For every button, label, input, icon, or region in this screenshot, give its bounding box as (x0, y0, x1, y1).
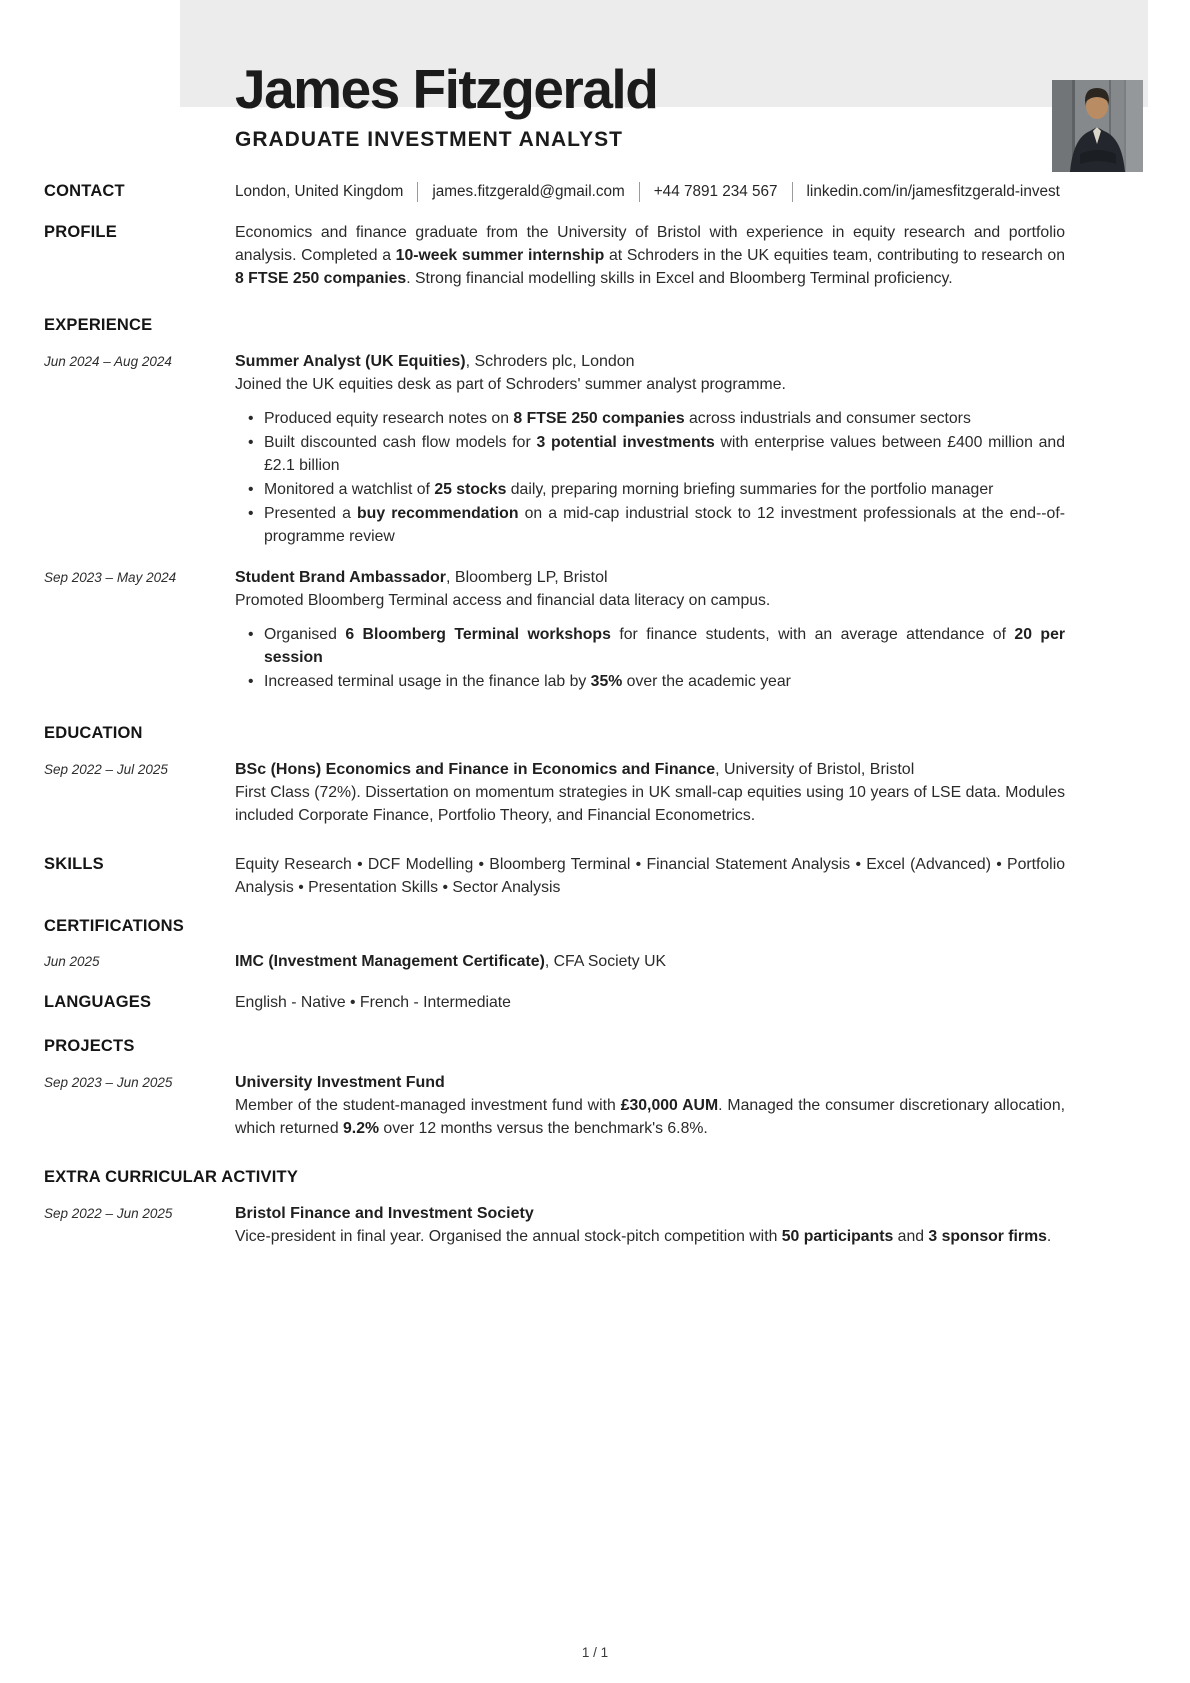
job-summary: Joined the UK equities desk as part of Schroders' summer analyst programme. (235, 376, 786, 393)
certification-issuer: , CFA Society UK (544, 953, 667, 970)
education-dates: Sep 2022 – Jul 2025 (44, 762, 168, 777)
contact-phone: +44 7891 234 567 (653, 183, 778, 200)
experience-label: EXPERIENCE (44, 316, 153, 334)
extra-curricular-dates: Sep 2022 – Jun 2025 (44, 1206, 173, 1221)
extra-curricular-details (235, 1202, 1065, 1248)
job-bullet-list (235, 623, 1065, 693)
education-label: EDUCATION (44, 724, 143, 742)
extra-curricular-title: Bristol Finance and Investment Society (235, 1205, 534, 1222)
extra-curricular-description: Vice-president in final year. Organised the annual stock-pitch competition with 50 participants and 3 sponsor firms. (235, 1228, 1052, 1245)
education-school: , University of Bristol, Bristol (715, 761, 915, 778)
education-degree: BSc (Hons) Economics and Finance in Economics and Finance (235, 761, 716, 778)
job-company: , Schroders plc, London (465, 353, 635, 370)
extra-curricular-label: EXTRA CURRICULAR ACTIVITY (44, 1168, 299, 1186)
contact-email: james.fitzgerald@gmail.com (432, 183, 625, 200)
contact-line (235, 180, 1065, 203)
experience-entry (44, 350, 1065, 549)
skills-section (44, 853, 1065, 899)
project-details (235, 1071, 1065, 1140)
project-title: University Investment Fund (235, 1074, 445, 1091)
education-details (235, 758, 1065, 827)
projects-label: PROJECTS (44, 1037, 135, 1055)
job-bullet: • Produced equity research notes on 8 FTSE 250 companies across industrials and consumer sectors (235, 407, 1065, 430)
education-entry (44, 758, 1065, 827)
contact-label: CONTACT (44, 182, 125, 200)
candidate-name: James Fitzgerald (235, 58, 658, 120)
job-bullet: • Increased terminal usage in the finance lab by 35% over the academic year (235, 670, 1065, 693)
job-details (235, 350, 1065, 549)
certification-name: IMC (Investment Management Certificate) (235, 953, 545, 970)
certification-dates: Jun 2025 (44, 954, 100, 969)
profile-label: PROFILE (44, 223, 117, 241)
extra-curricular-entry (44, 1202, 1065, 1248)
contact-linkedin: linkedin.com/in/jamesfitzgerald-invest (806, 183, 1060, 200)
certification-entry (44, 950, 1065, 973)
education-title-line (235, 758, 1065, 781)
certifications-label: CERTIFICATIONS (44, 917, 184, 935)
contact-divider (417, 182, 418, 202)
skills-label: SKILLS (44, 855, 104, 873)
job-company: , Bloomberg LP, Bristol (446, 569, 608, 586)
contact-location: London, United Kingdom (235, 183, 404, 200)
job-title: Summer Analyst (UK Equities) (235, 353, 466, 370)
profile-text: Economics and finance graduate from the University of Bristol with experience in equity research and portfolio analysis. Completed a 10-week summer internship at Schroders in the UK equities team, contributing to research on 8 FTSE 250 companies. Strong financial modelling skills in Excel and Bloomberg Terminal proficiency. (235, 224, 1065, 287)
certification-details (235, 950, 1065, 973)
education-description: First Class (72%). Dissertation on momentum strategies in UK small-cap equities using 10 years of LSE data. Modules included Corporate Finance, Portfolio Theory, and Financial Econometrics. (235, 784, 1065, 824)
skills-text: Equity Research • DCF Modelling • Bloomberg Terminal • Financial Statement Analysis • Excel (Advanced) • Portfolio Analysis • Presentation Skills • Sector Analysis (235, 856, 1065, 896)
languages-label: LANGUAGES (44, 993, 152, 1011)
languages-text: English - Native • French - Intermediate (235, 994, 511, 1011)
job-title-line (235, 350, 1065, 373)
contact-divider (639, 182, 640, 202)
page-indicator: 1 / 1 (581, 1645, 609, 1660)
project-description: Member of the student-managed investment fund with £30,000 AUM. Managed the consumer discretionary allocation, which returned 9.2% over 12 months versus the benchmark's 6.8%. (235, 1097, 1065, 1137)
contact-section (44, 180, 1065, 203)
job-bullet: • Presented a buy recommendation on a mid-cap industrial stock to 12 investment professionals at the end--of-programme review (235, 502, 1065, 548)
languages-section (44, 991, 1065, 1014)
job-bullet-list (235, 407, 1065, 548)
job-bullet: • Organised 6 Bloomberg Terminal workshops for finance students, with an average attendance of 20 per session (235, 623, 1065, 669)
project-entry (44, 1071, 1065, 1140)
job-summary: Promoted Bloomberg Terminal access and financial data literacy on campus. (235, 592, 771, 609)
job-dates: Jun 2024 – Aug 2024 (44, 354, 172, 369)
job-title-line (235, 566, 1065, 589)
job-title: Student Brand Ambassador (235, 569, 446, 586)
contact-divider (792, 182, 793, 202)
candidate-job-title: GRADUATE INVESTMENT ANALYST (235, 128, 623, 151)
job-dates: Sep 2023 – May 2024 (44, 570, 177, 585)
profile-section (44, 221, 1065, 290)
experience-entry (44, 566, 1065, 694)
job-bullet: • Monitored a watchlist of 25 stocks daily, preparing morning briefing summaries for the portfolio manager (235, 478, 1065, 501)
header (235, 0, 1065, 152)
job-bullet: • Built discounted cash flow models for 3 potential investments with enterprise values between £400 million and £2.1 billion (235, 431, 1065, 477)
project-dates: Sep 2023 – Jun 2025 (44, 1075, 173, 1090)
job-details (235, 566, 1065, 694)
